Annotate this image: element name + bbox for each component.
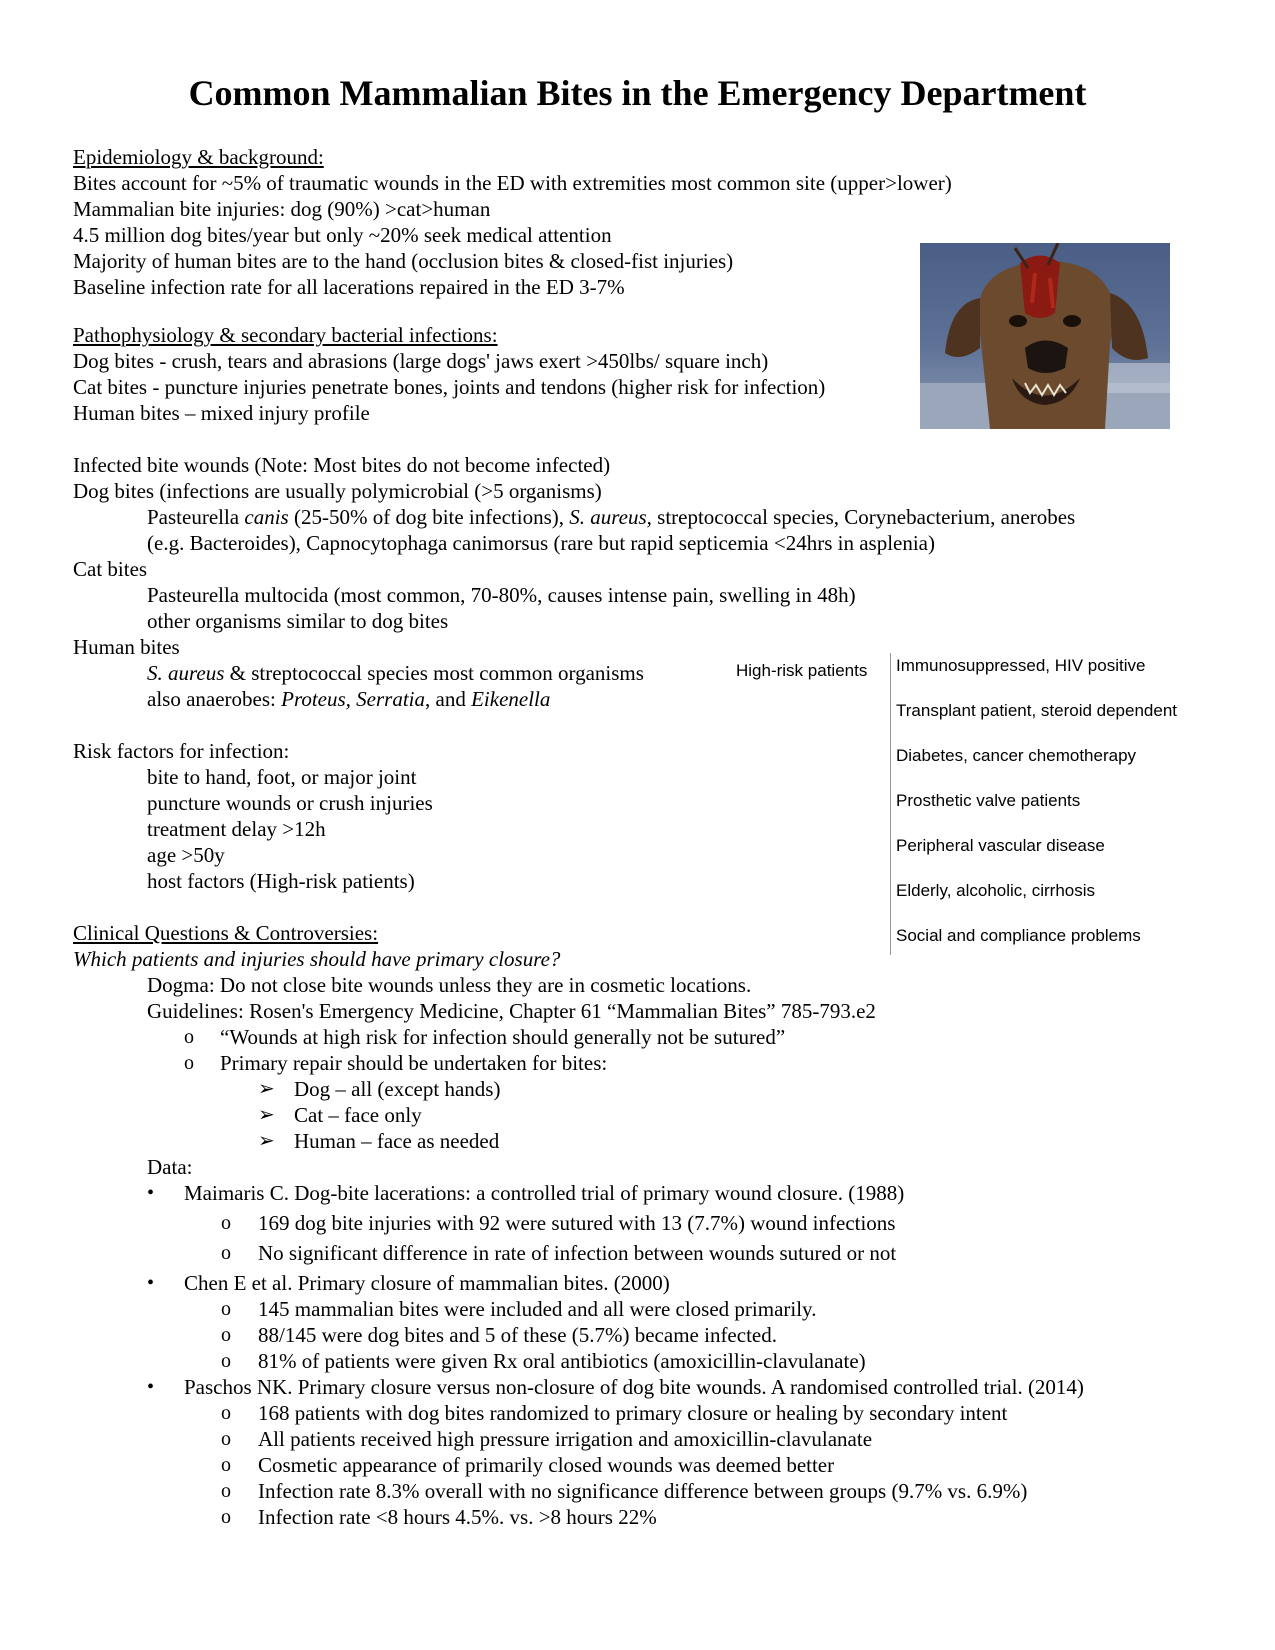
study-title: Paschos NK. Primary closure versus non-closure of dog bite wounds. A randomised controlled trial. (2014) [184,1375,1084,1399]
repair-item: Dog – all (except hands) [294,1077,501,1101]
risk-item: age >50y [147,843,225,867]
disc-bullet: • [147,1376,155,1398]
study-point: 88/145 were dog bites and 5 of these (5.7%) became infected. [258,1323,777,1347]
page-title: Common Mammalian Bites in the Emergency Department [188,73,1087,113]
risk-item: puncture wounds or crush injuries [147,791,433,815]
study-point: All patients received high pressure irrigation and amoxicillin-clavulanate [258,1427,873,1451]
repair-item: Cat – face only [294,1103,422,1127]
guidelines-line: Guidelines: Rosen's Emergency Medicine, Chapter 61 “Mammalian Bites” 785-793.e2 [147,999,876,1023]
human-bites-line: also anaerobes: Proteus, Serratia, and Eikenella [147,687,551,711]
arrow-bullet-icon: ➢ [258,1078,275,1100]
high-risk-item: Immunosuppressed, HIV positive [896,656,1146,675]
study-point: 168 patients with dog bites randomized to primary closure or healing by secondary intent [258,1401,1008,1425]
epi-line: Majority of human bites are to the hand (occlusion bites & closed-fist injuries) [73,249,734,273]
circle-bullet: o [184,1052,194,1074]
study-title: Chen E et al. Primary closure of mammalian bites. (2000) [184,1271,670,1295]
guideline-point: “Wounds at high risk for infection should generally not be sutured” [220,1025,786,1049]
circle-bullet: o [184,1026,194,1048]
circle-bullet: o [221,1298,231,1320]
risk-item: treatment delay >12h [147,817,326,841]
patho-line: Cat bites - puncture injuries penetrate bones, joints and tendons (higher risk for infection) [73,375,826,399]
study-point: 81% of patients were given Rx oral antibiotics (amoxicillin-clavulanate) [258,1349,866,1373]
high-risk-item: Diabetes, cancer chemotherapy [896,746,1137,765]
dog-bites-organisms: Pasteurella canis (25-50% of dog bite infections), S. aureus, streptococcal species, Corynebacterium, anerobes [147,505,1076,529]
dog-photo [920,243,1170,429]
disc-bullet: • [147,1272,155,1294]
circle-bullet: o [221,1242,231,1264]
arrow-bullet-icon: ➢ [258,1130,275,1152]
disc-bullet: • [147,1182,155,1204]
patho-heading: Pathophysiology & secondary bacterial infections: [73,323,498,347]
human-bites-line: S. aureus & streptococcal species most common organisms [147,661,644,685]
arrow-bullet-icon: ➢ [258,1104,275,1126]
circle-bullet: o [221,1506,231,1528]
study-point: Infection rate <8 hours 4.5%. vs. >8 hours 22% [258,1505,657,1529]
circle-bullet: o [221,1350,231,1372]
circle-bullet: o [221,1428,231,1450]
patho-line: Dog bites - crush, tears and abrasions (large dogs' jaws exert >450lbs/ square inch) [73,349,769,373]
human-bites-heading: Human bites [73,635,180,659]
patho-line: Human bites – mixed injury profile [73,401,370,425]
cat-bites-line: Pasteurella multocida (most common, 70-80%, causes intense pain, swelling in 48h) [147,583,856,607]
table-divider [890,653,891,955]
epi-line: Baseline infection rate for all lacerations repaired in the ED 3-7% [73,275,625,299]
cat-bites-line: other organisms similar to dog bites [147,609,449,633]
data-label: Data: [147,1155,193,1179]
dogma-line: Dogma: Do not close bite wounds unless they are in cosmetic locations. [147,973,752,997]
circle-bullet: o [221,1454,231,1476]
study-point: 169 dog bite injuries with 92 were sutured with 13 (7.7%) wound infections [258,1211,896,1235]
clinical-heading: Clinical Questions & Controversies: [73,921,379,945]
circle-bullet: o [221,1212,231,1234]
study-point: 145 mammalian bites were included and all were closed primarily. [258,1297,817,1321]
cat-bites-heading: Cat bites [73,557,148,581]
high-risk-item: Prosthetic valve patients [896,791,1081,810]
high-risk-item: Peripheral vascular disease [896,836,1105,855]
epi-line: Bites account for ~5% of traumatic wounds in the ED with extremities most common site (upper>lower) [73,171,952,195]
circle-bullet: o [221,1402,231,1424]
high-risk-label: High-risk patients [736,661,868,680]
high-risk-item: Elderly, alcoholic, cirrhosis [896,881,1096,900]
dog-bites-organisms-cont: (e.g. Bacteroides), Capnocytophaga canimorsus (rare but rapid septicemia <24hrs in asplenia) [147,531,935,555]
study-point: No significant difference in rate of infection between wounds sutured or not [258,1241,897,1265]
high-risk-item: Transplant patient, steroid dependent [896,701,1178,720]
epi-heading: Epidemiology & background: [73,145,324,169]
guideline-point: Primary repair should be undertaken for bites: [220,1051,608,1075]
epi-line: Mammalian bite injuries: dog (90%) >cat>human [73,197,491,221]
high-risk-item: Social and compliance problems [896,926,1141,945]
risk-item: bite to hand, foot, or major joint [147,765,417,789]
epi-line: 4.5 million dog bites/year but only ~20% seek medical attention [73,223,612,247]
study-point: Infection rate 8.3% overall with no significance difference between groups (9.7% vs. 6.9%) [258,1479,1028,1503]
study-title: Maimaris C. Dog-bite lacerations: a controlled trial of primary wound closure. (1988) [184,1181,905,1205]
repair-item: Human – face as needed [294,1129,500,1153]
circle-bullet: o [221,1480,231,1502]
study-point: Cosmetic appearance of primarily closed wounds was deemed better [258,1453,835,1477]
dog-bites-heading: Dog bites (infections are usually polymicrobial (>5 organisms) [73,479,602,503]
infected-heading: Infected bite wounds (Note: Most bites do not become infected) [73,453,611,477]
clinical-question: Which patients and injuries should have primary closure? [73,947,561,971]
circle-bullet: o [221,1324,231,1346]
risk-heading: Risk factors for infection: [73,739,290,763]
risk-item: host factors (High-risk patients) [147,869,415,893]
